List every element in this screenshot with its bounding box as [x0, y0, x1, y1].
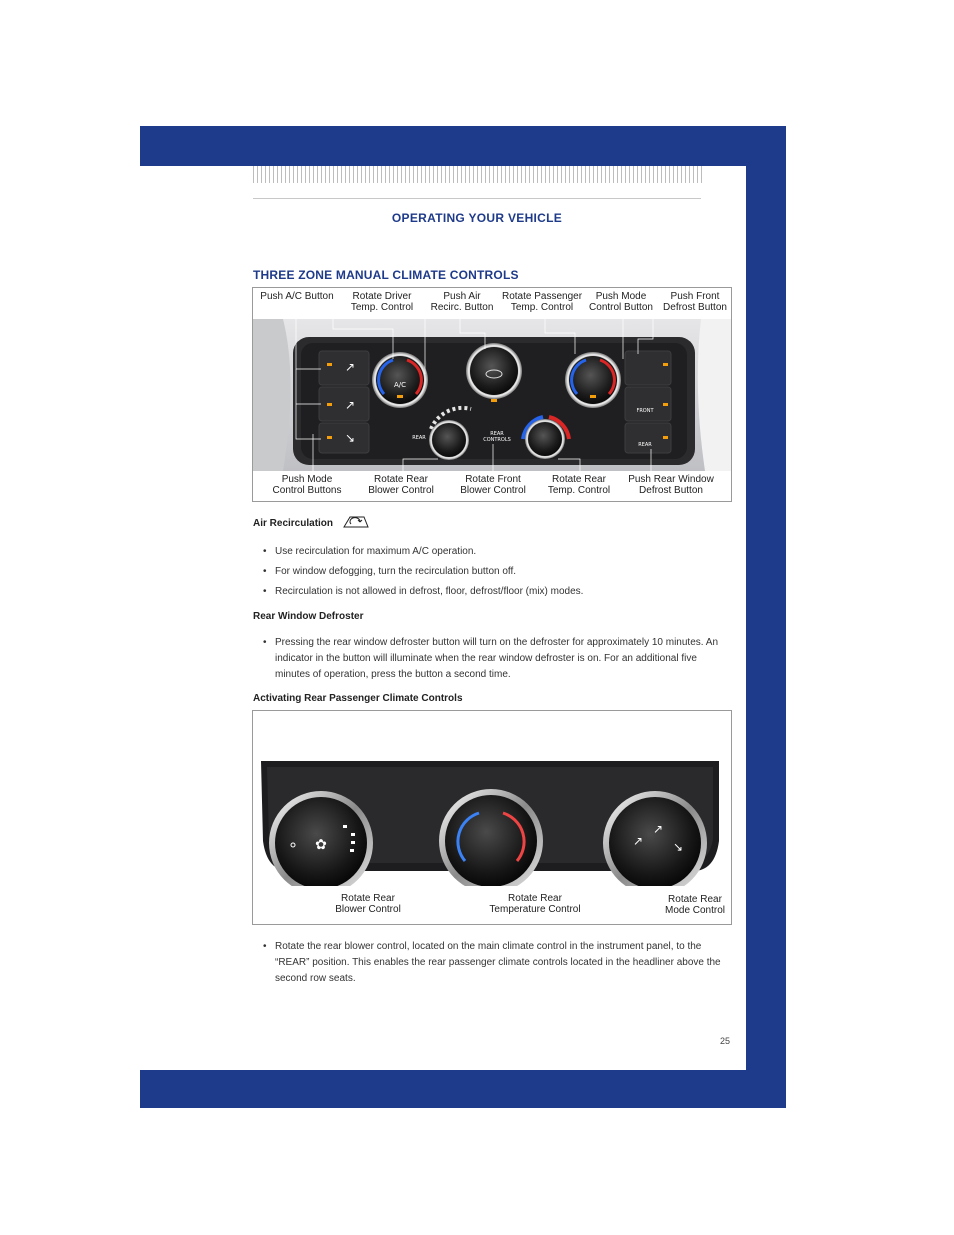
list-item: • Recirculation is not allowed in defrost, floor, defrost/floor (mix) modes.: [263, 586, 584, 597]
svg-text:↗: ↗: [345, 360, 356, 374]
label-push-mode-control-buttons: Push Mode Control Buttons: [272, 474, 342, 496]
svg-text:↗: ↗: [345, 398, 356, 412]
label-rotate-rear-blower-control: Rotate Rear Blower Control: [335, 893, 401, 915]
page-frame-bottom: [140, 1070, 786, 1108]
rear-controls-figure: [252, 710, 732, 925]
page-frame-right: [746, 126, 786, 1108]
label-rotate-rear-blower: Rotate Rear Blower Control: [368, 474, 434, 496]
svg-text:✿: ✿: [315, 837, 327, 853]
section-title: THREE ZONE MANUAL CLIMATE CONTROLS: [253, 268, 519, 282]
label-rotate-front-blower: Rotate Front Blower Control: [460, 474, 526, 496]
rear-controls-photo: [253, 711, 731, 886]
recirculation-icon: [342, 515, 370, 529]
svg-text:↘: ↘: [345, 431, 356, 445]
chapter-title: OPERATING YOUR VEHICLE: [391, 211, 563, 225]
rear-controls-label-1: REAR: [490, 431, 504, 437]
label-rotate-rear-mode-control: Rotate Rear Mode Control: [664, 894, 726, 916]
header-rule: [253, 198, 701, 199]
label-rotate-driver-temp: Rotate Driver Temp. Control: [350, 291, 414, 313]
ac-knob-label: A/C: [393, 381, 407, 389]
label-push-rear-window-defrost: Push Rear Window Defrost Button: [628, 474, 714, 496]
climate-panel-photo: [253, 319, 731, 471]
list-item: • Pressing the rear window defroster button will turn on the defroster for approximately 10 minutes. An indicator in the button will illuminate when the rear window defroster is on. For an additional five minutes of operation, press the button a second time.: [263, 637, 719, 680]
air-recirculation-heading: Air Recirculation: [253, 518, 334, 529]
list-item: • Rotate the rear blower control, located on the main climate control in the instrument panel, to the “REAR” position. This enables the rear passenger climate controls located in the headliner above the second row seats.: [263, 941, 721, 984]
label-push-ac: Push A/C Button: [260, 291, 334, 302]
label-push-air-recirc: Push Air Recirc. Button: [430, 291, 494, 313]
label-rotate-rear-temp: Rotate Rear Temp. Control: [547, 474, 611, 496]
rear-controls-label-2: CONTROLS: [483, 437, 511, 443]
label-rotate-rear-temperature-control: Rotate Rear Temperature Control: [489, 893, 581, 915]
rear-passenger-heading: Activating Rear Passenger Climate Controls: [253, 693, 463, 704]
climate-panel-figure: [252, 287, 732, 502]
label-rotate-passenger-temp: Rotate Passenger Temp. Control: [501, 291, 583, 313]
list-item: • For window defogging, turn the recirculation button off.: [263, 566, 517, 577]
rear-blower-label: REAR: [412, 435, 426, 441]
header-tick-strip: [253, 166, 703, 183]
rear-window-defroster-heading: Rear Window Defroster: [253, 611, 364, 622]
label-push-mode-control: Push Mode Control Button: [589, 291, 653, 313]
label-push-front-defrost: Push Front Defrost Button: [663, 291, 727, 313]
page-number: 25: [719, 1036, 730, 1046]
svg-text:↗: ↗: [653, 822, 664, 836]
list-item: • Use recirculation for maximum A/C operation.: [263, 546, 477, 557]
svg-text:↗: ↗: [633, 834, 644, 848]
svg-text:↘: ↘: [673, 840, 684, 854]
front-defrost-label: FRONT: [636, 408, 654, 414]
page-frame-top: [140, 126, 786, 166]
rear-defrost-label: REAR: [638, 442, 652, 448]
